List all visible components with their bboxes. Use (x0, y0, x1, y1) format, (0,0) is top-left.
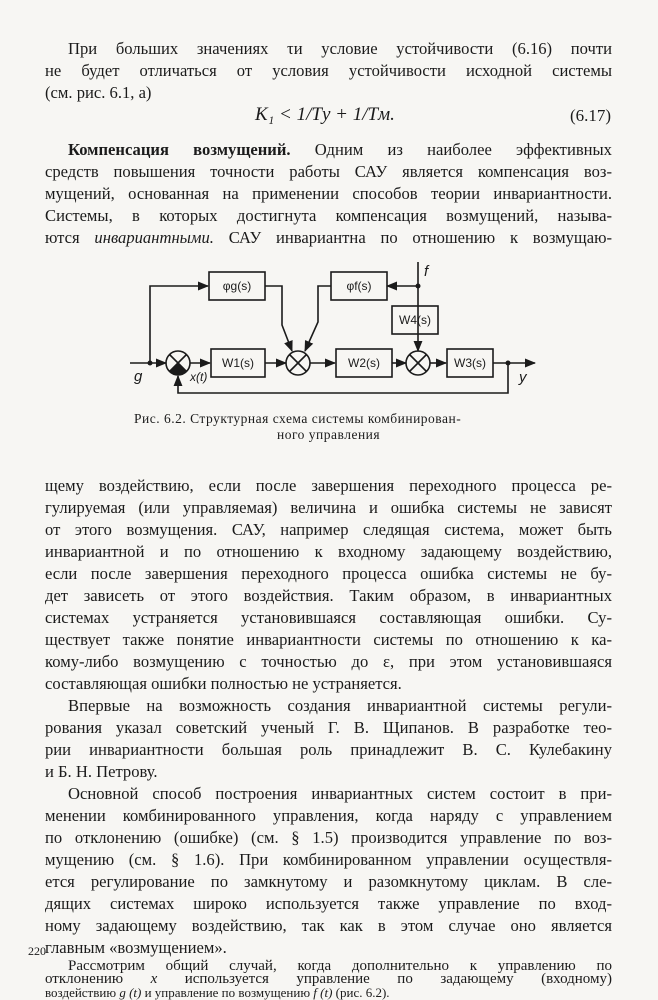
block-label: φg(s) (222, 279, 252, 293)
text-line: инвариантной и по отношению к входному задающему воздействию, (45, 542, 612, 561)
text-span: (рис. 6.2). (335, 985, 390, 1000)
text-line (45, 986, 612, 999)
text-line: мущению (см. § 1.6). При комбинированном управлении осуществля- (45, 850, 612, 869)
term-italic: инвариантными. (94, 228, 214, 247)
text-span: Одним из наиболее эффективных (314, 140, 612, 159)
text-line: составляющая ошибки полностью не устраняется. (45, 674, 402, 693)
block-diagram (0, 250, 658, 410)
text-line: (см. рис. 6.1, а) (45, 83, 152, 102)
text-line: по отклонению (ошибке) (см. § 1.5) производится управление по воз- (45, 828, 612, 847)
text-span: отклонению (45, 971, 124, 987)
text-line: мущений, основанная на применении способов теории инвариантности. (45, 184, 612, 203)
text-span: используется управление по задающему (входному) (184, 971, 613, 987)
math-var: f (t) (313, 985, 333, 1000)
text-line: Основной способ построения инвариантных систем состоит в при- (68, 784, 612, 803)
text-line: Рассмотрим общий случай, когда дополнительно к управлению по (68, 958, 612, 974)
formula-number: (6.17) (570, 106, 612, 125)
text-span: ются (45, 228, 80, 247)
block-label: W2(s) (348, 356, 380, 370)
text-line (45, 227, 612, 249)
text-span: САУ инвариантна по отношению к возмущаю- (228, 228, 613, 247)
signal-label-input: g (134, 368, 143, 385)
text-line: дет зависеть от этого воздействия. Таким образом, в инвариантных (45, 586, 612, 605)
text-line: Впервые на возможность создания инвариантной системы регули- (68, 696, 612, 715)
formula: K₁ < 1/Tу + 1/Tм. (255, 104, 395, 125)
text-line: При больших значениях τи условие устойчивости (6.16) почти (68, 39, 612, 58)
page-number: 220 (28, 944, 46, 958)
text-line: щему воздействию, если после завершения переходного процесса ре- (45, 476, 612, 495)
signal-label-output: y (519, 369, 527, 386)
text-line: средств повышения точности работы САУ является компенсация воз- (45, 162, 612, 181)
math-var: g (t) (119, 985, 142, 1000)
text-line: ществует также понятие инвариантности системы по отношению к ка- (45, 630, 612, 649)
text-line: Системы, в которых достигнута компенсация возмущений, называ- (45, 206, 612, 225)
text-line: главным «возмущением». (45, 938, 227, 957)
text-line: и Б. Н. Петрову. (45, 762, 158, 781)
text-line: дящих системах широко используется также управление по вход- (45, 894, 612, 913)
figure-caption: Рис. 6.2. Структурная схема системы комбинирован- (134, 411, 462, 426)
figure-caption: ного управления (277, 427, 381, 442)
section-heading: Компенсация возмущений. (68, 140, 291, 159)
text-span: воздействию (45, 985, 117, 1000)
signal-line (265, 286, 292, 351)
math-var: x (150, 971, 158, 987)
block-label: φf(s) (346, 279, 372, 293)
text-line: гулируемая (или управляемая) величина и ошибка системы не зависят (45, 498, 612, 517)
text-line: системах устраняется установившаяся составляющая ошибки. Су- (45, 608, 612, 627)
text-line: не будет отличаться от условия устойчивости исходной системы (45, 61, 612, 80)
text-line: менении комбинированного управления, когда наряду с управлением (45, 806, 612, 825)
text-line: если после завершения переходного процесса ошибка системы не бу- (45, 564, 612, 583)
text-span: и управление по возмущению (144, 985, 311, 1000)
text-line: от этого возмущения. САУ, например следящая система, может быть (45, 520, 612, 539)
signal-line (305, 286, 331, 351)
text-line (68, 139, 612, 161)
block-label: W1(s) (222, 356, 254, 370)
text-line: рии инвариантности большая роль принадлежит В. С. Кулебакину (45, 740, 612, 759)
signal-label-disturbance: f (424, 263, 429, 280)
text-line: ному задающему воздействию, так как в этом случае оно является (45, 916, 612, 935)
text-line: рования указал советский ученый Г. В. Щипанов. В разработке тео- (45, 718, 612, 737)
block-label: W3(s) (454, 356, 486, 370)
signal-label-error: x(t) (190, 370, 208, 384)
text-line: кому-либо возмущению с точностью до ε, при этом установившаяся (45, 652, 612, 671)
block-label: W4(s) (399, 313, 431, 327)
text-line: ется регулирование по замкнутому и разомкнутому циклам. В сле- (45, 872, 612, 891)
